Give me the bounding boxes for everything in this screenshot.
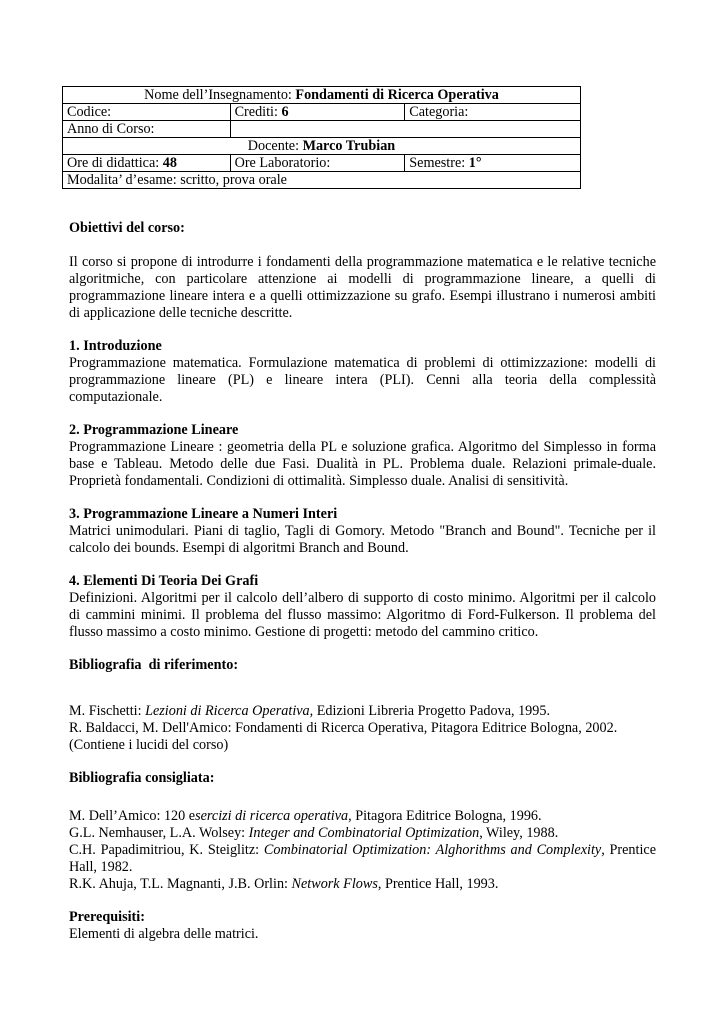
bib-suggested-rest: , Prentice Hall, 1982. [69, 842, 656, 875]
bib-ref-authors: M. Fischetti: [69, 703, 146, 719]
course-name-value: Fondamenti di Ricerca Operativa [295, 87, 499, 103]
bib-suggested-rest: , Prentice Hall, 1993. [377, 876, 499, 892]
crediti-label: Crediti: [234, 104, 282, 120]
bib-ref-title: Lezioni di Ricerca Operativa [145, 703, 310, 719]
section-text: Matrici unimodulari. Piani di taglio, Tagli di Gomory. Metodo "Branch and Bound". Tecniche per il calcolo dei bounds. Esempi di algoritmi Branch and Bound. [69, 523, 656, 556]
bib-suggested-title: sercizi di ricerca operativa [195, 808, 349, 824]
course-info-table [62, 86, 581, 189]
bib-suggested-authors: M. Dell’Amico: 120 e [69, 808, 196, 824]
prerequisiti-text: Elementi di algebra delle matrici. [69, 926, 259, 942]
section-text: Definizioni. Algoritmi per il calcolo dell’albero di supporto di costo minimo. Algoritmi per il calcolo di cammini minimi. Il problema del flusso massimo: Algoritmo di Ford-Fulkerson. Il problema del flusso massimo a costo minimo. Gestione di progetti: metodo del cammino critico. [69, 590, 656, 640]
bibliografia-consigliata-heading: Bibliografia consigliata: [69, 770, 215, 786]
section-text: Programmazione Lineare : geometria della PL e soluzione grafica. Algoritmo del Simplesso in forma base e Tableau. Metodo delle due Fasi. Dualità in PL. Problema duale. Relazioni primale-duale. Proprietà fondamentali. Condizioni di ottimalità. Simplesso duale. Analisi di sensitività. [69, 439, 656, 489]
bib-suggested-title: Combinatorial Optimization: Alghorithms and Complexity [263, 842, 602, 858]
modalita-label: Modalita’ d’esame: scritto, prova orale [67, 172, 287, 188]
table-row [63, 104, 581, 121]
categoria-label: Categoria: [409, 104, 469, 120]
bib-suggested-rest: , Pitagora Editrice Bologna, 1996. [348, 808, 542, 824]
section-heading: 2. Programmazione Lineare [69, 422, 239, 438]
section-heading: 4. Elementi Di Teoria Dei Grafi [69, 573, 259, 589]
ore-laboratorio-label: Ore Laboratorio: [234, 155, 331, 171]
bib-ref-item: R. Baldacci, M. Dell'Amico: Fondamenti di Ricerca Operativa, Pitagora Editrice Bologna, 2002. [69, 720, 618, 736]
crediti-cell [230, 104, 405, 121]
codice-cell [63, 104, 231, 121]
bib-suggested-item [69, 842, 656, 876]
course-content [69, 220, 656, 943]
prerequisiti-heading: Prerequisiti: [69, 909, 145, 925]
modalita-cell [63, 172, 581, 189]
docente-label: Docente: [247, 138, 303, 154]
bib-suggested-authors: G.L. Nemhauser, L.A. Wolsey: [69, 825, 249, 841]
bib-suggested-item [69, 825, 656, 842]
table-row [63, 138, 581, 155]
table-row [63, 121, 581, 138]
semestre-cell [405, 155, 581, 172]
table-row [63, 87, 581, 104]
ore-laboratorio-cell [230, 155, 405, 172]
anno-cell [63, 121, 231, 138]
course-name-label: Nome dell’Insegnamento: [144, 87, 296, 103]
section-heading: 1. Introduzione [69, 338, 162, 354]
ore-didattica-label: Ore di didattica: [67, 155, 163, 171]
bib-suggested-title: Integer and Combinatorial Optimization [248, 825, 480, 841]
table-row [63, 172, 581, 189]
section-text: Programmazione matematica. Formulazione matematica di problemi di ottimizzazione: modelli di programmazione lineare (PL) e lineare intera (PLI). Cenni alla teoria della complessità computazionale. [69, 355, 656, 405]
bib-suggested-title: Network Flows [291, 876, 378, 892]
anno-value-cell [230, 121, 580, 138]
crediti-value: 6 [281, 104, 289, 120]
docente-cell [63, 138, 581, 155]
codice-label: Codice: [67, 104, 112, 120]
section-heading: 3. Programmazione Lineare a Numeri Interi [69, 506, 338, 522]
ore-didattica-value: 48 [162, 155, 177, 171]
anno-label: Anno di Corso: [67, 121, 155, 137]
bib-suggested-rest: , Wiley, 1988. [479, 825, 559, 841]
docente-value: Marco Trubian [302, 138, 396, 154]
semestre-label: Semestre: [409, 155, 469, 171]
table-row [63, 155, 581, 172]
bib-suggested-authors: R.K. Ahuja, T.L. Magnanti, J.B. Orlin: [69, 876, 292, 892]
ore-didattica-cell [63, 155, 231, 172]
bib-ref-rest: , Edizioni Libreria Progetto Padova, 1995. [309, 703, 551, 719]
categoria-cell [405, 104, 581, 121]
bib-suggested-authors: C.H. Papadimitriou, K. Steiglitz: [69, 842, 264, 858]
obiettivi-text: Il corso si propone di introdurre i fondamenti della programmazione matematica e le relative tecniche algoritmiche, con particolare attenzione ai modelli di programmazione lineare, a quelli di programmazione lineare intera e a quelli ottimizzazione su grafo. Esempi illustrano i numerosi ambiti di applicazione delle tecniche descritte. [69, 254, 656, 321]
bib-suggested-item [69, 808, 656, 825]
course-name-cell [63, 87, 581, 104]
bib-ref-item [69, 703, 656, 720]
bib-ref-note: (Contiene i lucidi del corso) [69, 737, 229, 753]
semestre-value: 1° [468, 155, 482, 171]
bibliografia-riferimento-heading: Bibliografia di riferimento: [69, 657, 239, 673]
obiettivi-heading: Obiettivi del corso: [69, 220, 185, 236]
bib-suggested-item [69, 876, 656, 893]
